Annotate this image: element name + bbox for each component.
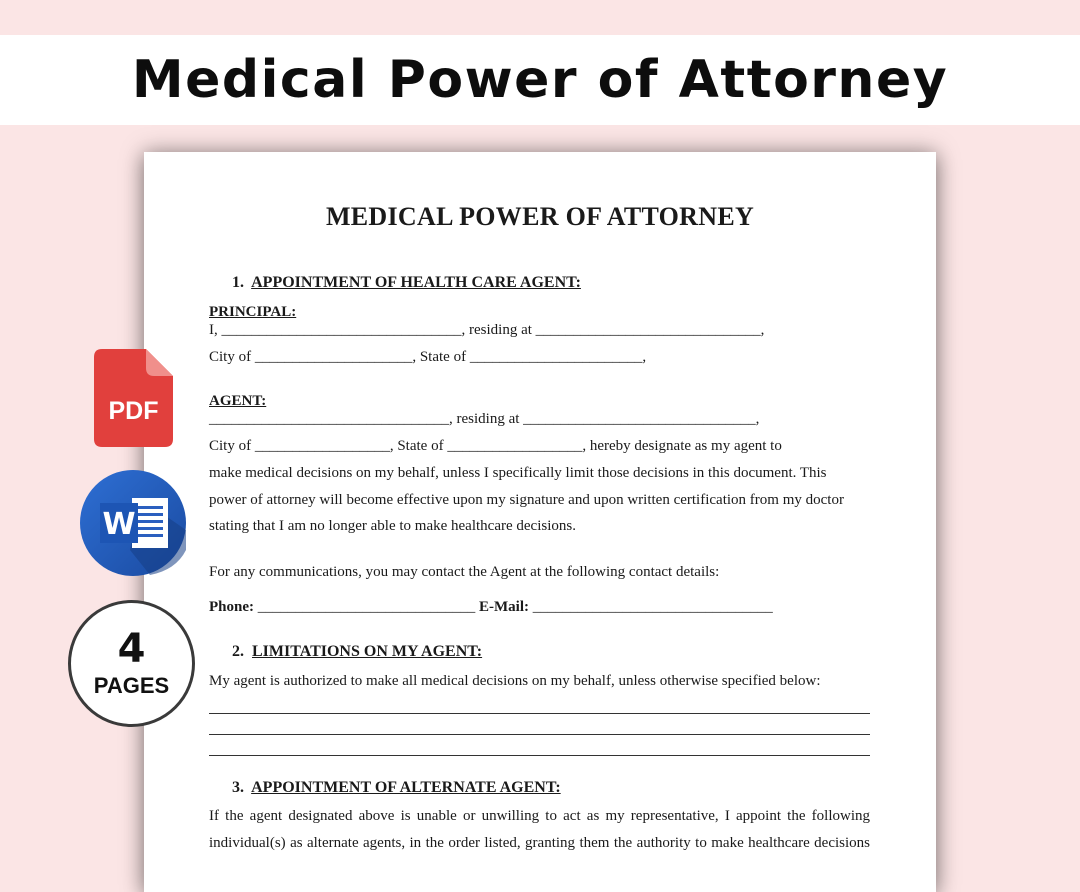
limitations-blank-line-2 — [209, 734, 870, 735]
word-letter: W — [102, 507, 136, 542]
agent-line-1: ________________________________, residing at _______________________________, — [209, 411, 760, 427]
email-label: E-Mail: — [479, 599, 529, 615]
limitations-text: My agent is authorized to make all medical decisions on my behalf, unless otherwise specified below: — [209, 673, 821, 689]
limitations-blank-line-3 — [209, 755, 870, 756]
section-3-title: APPOINTMENT OF ALTERNATE AGENT: — [251, 779, 561, 796]
pages-badge — [68, 600, 195, 727]
principal-line-1: I, ________________________________, residing at ______________________________, — [209, 322, 765, 338]
banner-title: Medical Power of Attorney — [131, 50, 949, 110]
phone-label: Phone: — [209, 599, 254, 615]
pages-label: PAGES — [93, 672, 170, 698]
agent-line-2: City of __________________, State of __________________, hereby designate as my agent to — [209, 438, 782, 454]
section-2-number: 2. — [232, 643, 244, 660]
agent-label: AGENT: — [209, 393, 267, 409]
section-3-number: 3. — [232, 779, 244, 796]
document-title: MEDICAL POWER OF ATTORNEY — [325, 202, 755, 231]
principal-label: PRINCIPAL: — [209, 304, 297, 320]
pdf-label: PDF — [108, 397, 159, 425]
word-icon — [80, 470, 186, 576]
agent-line-3: make medical decisions on my behalf, unless I specifically limit those decisions in this document. This — [209, 465, 827, 481]
section-2-heading — [232, 643, 482, 661]
document-page — [144, 152, 936, 892]
alternate-line-1: If the agent designated above is unable or unwilling to act as my representative, I appoint the following — [209, 808, 870, 824]
alternate-line-2: individual(s) as alternate agents, in the order listed, granting them the authority to make healthcare decisions — [209, 835, 870, 851]
section-3-heading — [232, 779, 561, 797]
phone-email-row — [209, 598, 773, 616]
agent-line-4: power of attorney will become effective upon my signature and upon written certification from my doctor — [209, 492, 844, 508]
email-blank: ________________________________ — [529, 599, 773, 615]
section-1-heading — [232, 274, 581, 292]
agent-line-5: stating that I am no longer able to make healthcare decisions. — [209, 518, 576, 534]
section-2-title: LIMITATIONS ON MY AGENT: — [252, 643, 483, 660]
pdf-icon — [94, 349, 173, 447]
limitations-blank-line-1 — [209, 713, 870, 714]
section-1-title: APPOINTMENT OF HEALTH CARE AGENT: — [251, 274, 581, 291]
section-1-number: 1. — [232, 274, 244, 291]
contact-line: For any communications, you may contact the Agent at the following contact details: — [209, 564, 720, 580]
principal-line-2: City of _____________________, State of _______________________, — [209, 349, 647, 365]
phone-blank: _____________________________ — [254, 599, 479, 615]
title-banner — [0, 35, 1080, 125]
pages-count: 4 — [117, 625, 146, 672]
